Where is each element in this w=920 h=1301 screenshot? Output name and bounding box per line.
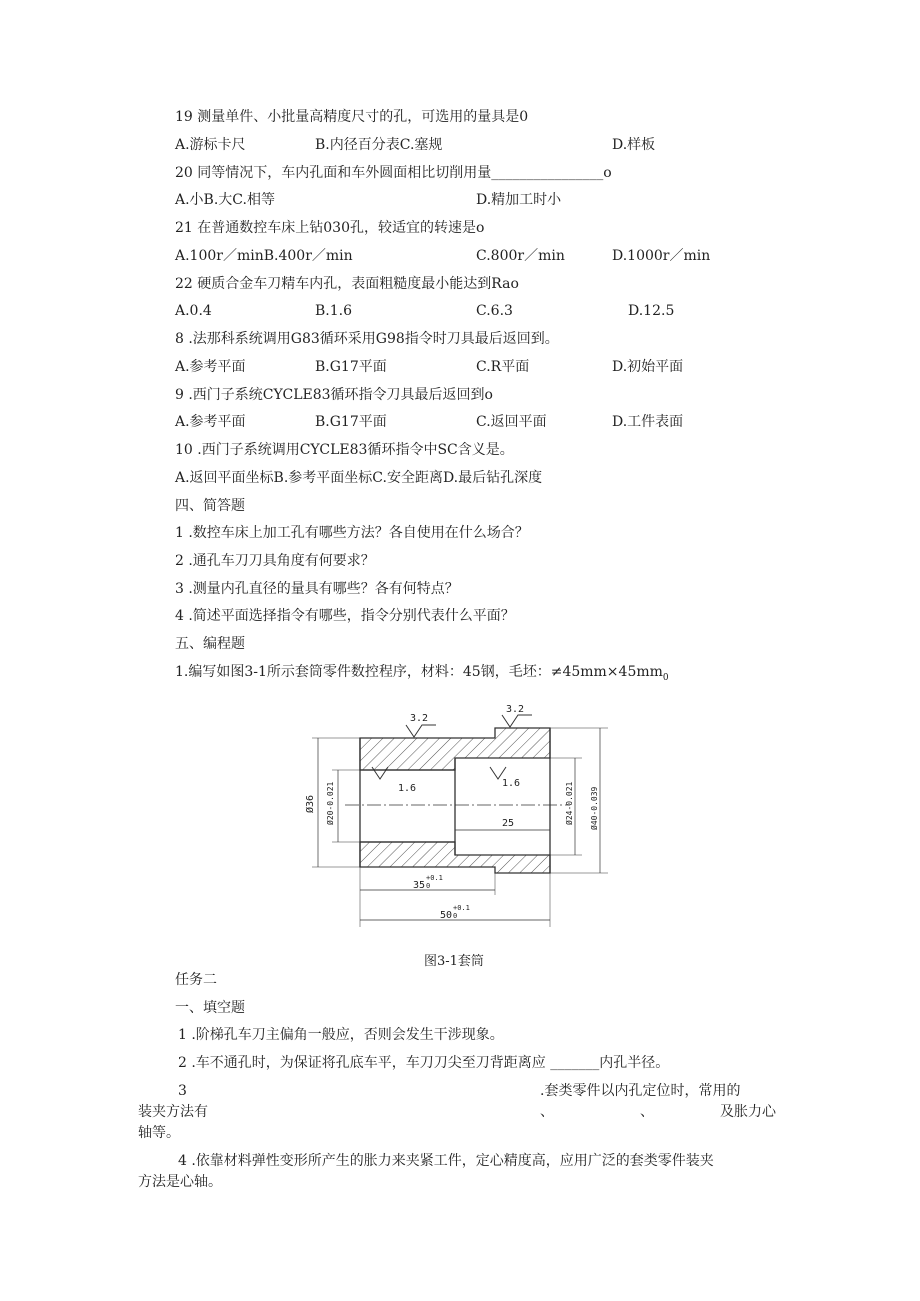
question-21: 21 在普通数控车床上钻030孔，较适宜的转速是o (175, 220, 485, 236)
q20-option-abc: A.小B.大C.相等 (175, 192, 275, 208)
q21-option-ab: A.100r／minB.400r／min (175, 248, 353, 264)
q22-option-d: D.12.5 (628, 303, 675, 319)
ra-label: 1.6 (398, 783, 417, 794)
fill-blank-item-3-number: 3 (178, 1083, 187, 1099)
question-8: 8 .法那科系统调用G83循环采用G98指令时刀具最后返回到。 (175, 331, 559, 347)
fill-blank-item-3-text: .套类零件以内孔定位时，常用的 (540, 1083, 741, 1099)
q21-option-d: D.1000r／min (612, 248, 711, 264)
sleeve-drawing (290, 695, 630, 940)
ra-label: 3.2 (506, 704, 525, 715)
fill-blank-item-3-text: 装夹方法有 (138, 1104, 208, 1120)
fill-blank-item-3-text: 轴等。 (138, 1125, 180, 1141)
question-22: 22 硬质合金车刀精车内孔，表面粗糙度最小能达到Rao (175, 276, 519, 292)
dim-35-tol: +0.1 (426, 874, 443, 882)
section-fill-blank-title: 一、填空题 (175, 1000, 245, 1016)
fill-blank-item-3-text: 及胀力心 (720, 1104, 776, 1120)
q20-option-d: D.精加工时小 (476, 192, 562, 208)
short-answer-item: 4 .简述平面选择指令有哪些，指令分别代表什么平面？ (175, 608, 515, 624)
dim-50-tol: +0.1 (453, 904, 470, 912)
q8-option-c: C.R平面 (476, 359, 530, 375)
section-short-answer-title: 四、简答题 (175, 498, 245, 514)
figure-caption: 图3-1套筒 (424, 954, 484, 969)
section-programming-title: 五、编程题 (175, 636, 245, 652)
dim-25: 25 (502, 818, 515, 829)
short-answer-item: 1 .数控车床上加工孔有哪些方法？各自使用在什么场合？ (175, 525, 529, 541)
q19-option-d: D.样板 (612, 137, 656, 153)
fill-blank-item-4-cont: 方法是心轴。 (138, 1174, 222, 1190)
dim-35: 35 (413, 880, 426, 891)
q9-option-d: D.工件表面 (612, 414, 684, 430)
ra-label: 3.2 (410, 713, 429, 724)
q9-option-c: C.返回平面 (476, 414, 547, 430)
q22-option-b: B.1.6 (315, 303, 353, 319)
q19-option-bc: B.内径百分表C.塞规 (315, 137, 443, 153)
q22-option-a: A.0.4 (175, 303, 212, 319)
q8-option-b: B.G17平面 (315, 359, 387, 375)
fill-blank-separator: 、 (640, 1104, 654, 1120)
q8-option-a: A.参考平面 (175, 359, 246, 375)
dim-d24: Ø24-0.021 (565, 781, 574, 825)
fill-blank-item-4: 4 .依靠材料弹性变形所产生的胀力来夹紧工件，定心精度高，应用广泛的套类零件装夹 (178, 1153, 714, 1169)
q8-option-d: D.初始平面 (612, 359, 684, 375)
q22-option-c: C.6.3 (476, 303, 513, 319)
q9-option-a: A.参考平面 (175, 414, 246, 430)
fill-blank-item-1: 1 .阶梯孔车刀主偏角一般应，否则会发生干涉现象。 (178, 1027, 504, 1043)
short-answer-item: 2 .通孔车刀刀具角度有何要求？ (175, 553, 375, 569)
question-10: 10 .西门子系统调用CYCLE83循环指令中SC含义是。 (175, 442, 514, 458)
question-20: 20 同等情况下，车内孔面和车外圆面相比切削用量________________o (175, 165, 612, 181)
dim-50: 50 (440, 910, 453, 921)
ra-label: 1.6 (502, 778, 521, 789)
dim-d20: Ø20-0.021 (326, 781, 335, 825)
question-9: 9 .西门子系统CYCLE83循环指令刀具最后返回到o (175, 387, 493, 403)
question-19: 19 测量单件、小批量高精度尺寸的孔，可选用的量具是0 (175, 109, 529, 125)
short-answer-item: 3 .测量内孔直径的量具有哪些？各有何特点？ (175, 581, 459, 597)
dim-35-tol-zero: 0 (426, 882, 431, 890)
task-two-title: 任务二 (175, 972, 217, 988)
fill-blank-item-2: 2 .车不通孔时，为保证将孔底车平，车刀刀尖至刀背距离应 _______内孔半径。 (178, 1055, 670, 1071)
q21-option-c: C.800r／min (476, 248, 565, 264)
q10-options: A.返回平面坐标B.参考平面坐标C.安全距离D.最后钻孔深度 (175, 470, 543, 486)
fill-blank-separator: 、 (540, 1104, 554, 1120)
dim-d40: Ø40-0.039 (590, 786, 599, 830)
q9-option-b: B.G17平面 (315, 414, 387, 430)
dim-50-tol-zero: 0 (453, 912, 458, 920)
q19-option-a: A.游标卡尺 (175, 137, 246, 153)
programming-item-1: 1.编写如图3-1所示套筒零件数控程序，材料：45钢，毛坯：$\ne 45mm\times 45mm_0$ (175, 664, 669, 683)
dim-d36: Ø36 (305, 794, 316, 813)
